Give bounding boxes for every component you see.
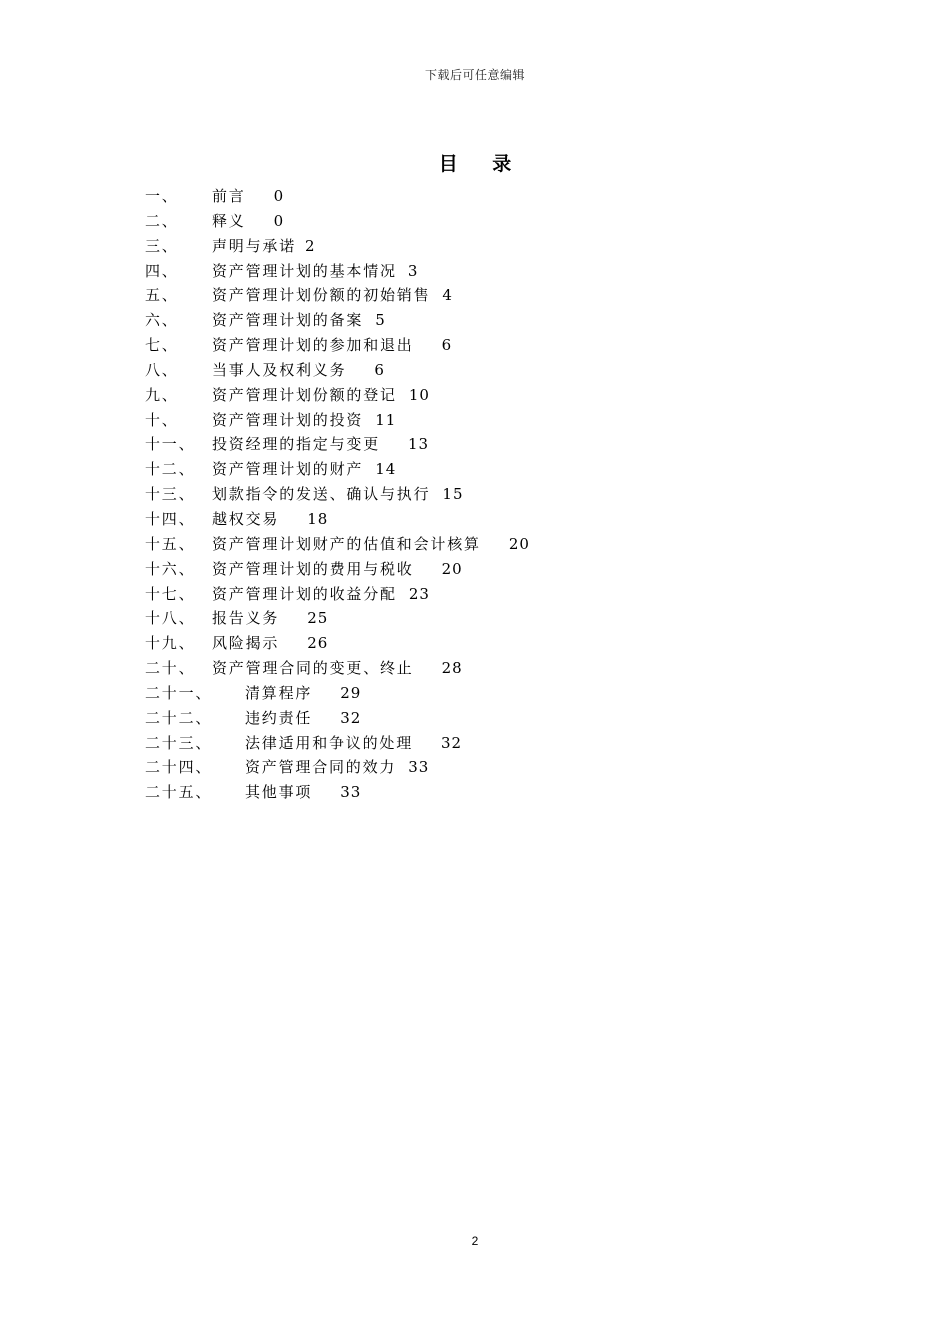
toc-entry-page: 20 [441,559,463,578]
toc-entry[interactable] [145,209,705,234]
toc-entry-label: 资产管理计划的参加和退出 [212,336,414,355]
toc-entry[interactable] [145,259,705,284]
toc-entry[interactable] [145,731,705,756]
toc-entry-number: 二十五、 [145,783,213,802]
toc-entry-number: 十六、 [145,559,196,578]
toc-entry-page: 6 [441,336,453,355]
toc-entry[interactable] [145,383,705,408]
toc-entry[interactable] [145,557,705,582]
toc-entry-page: 26 [307,634,329,653]
toc-entry-page: 20 [508,534,530,553]
toc-entry[interactable] [145,656,705,681]
toc-entry[interactable] [145,408,705,433]
toc-entry[interactable] [145,706,705,731]
toc-entry-label: 资产管理计划的收益分配 [212,584,397,603]
toc-entry-page: 25 [307,609,329,628]
toc-entry[interactable] [145,482,705,507]
toc-entry[interactable] [145,457,705,482]
toc-entry[interactable] [145,631,705,656]
table-of-contents [145,184,705,805]
toc-entry[interactable] [145,507,705,532]
toc-entry-label: 资产管理合同的变更、终止 [212,659,414,678]
toc-entry-label: 违约责任 [245,708,313,727]
toc-title: 目 录 [438,153,526,175]
toc-entry-number: 三、 [145,236,179,255]
toc-entry-number: 四、 [145,261,179,280]
toc-entry-page: 18 [307,509,329,528]
toc-entry-label: 资产管理计划份额的登记 [212,385,397,404]
toc-entry-label: 法律适用和争议的处理 [245,733,414,752]
toc-entry-label: 投资经理的指定与变更 [212,435,381,454]
toc-entry-label: 资产管理计划的备案 [212,311,364,330]
toc-entry[interactable] [145,234,705,259]
toc-entry-page: 15 [442,485,464,504]
toc-entry[interactable] [145,358,705,383]
toc-entry[interactable] [145,606,705,631]
toc-entry-number: 十九、 [145,634,196,653]
toc-entry-page: 29 [340,683,362,702]
toc-entry-number: 十一、 [145,435,196,454]
toc-entry-label: 前言 [212,187,246,205]
toc-entry-page: 0 [273,211,285,230]
toc-entry-number: 十二、 [145,460,196,479]
page-number: 2 [471,1234,479,1248]
toc-entry-page: 6 [374,360,385,379]
toc-entry[interactable] [145,755,705,780]
toc-entry-number: 十四、 [145,509,196,528]
toc-entry-page: 32 [441,733,463,752]
toc-entry-number: 十五、 [145,534,196,553]
toc-entry-number: 一、 [145,187,179,205]
toc-entry-label: 资产管理合同的效力 [245,758,397,777]
toc-entry-number: 十、 [145,410,179,429]
toc-entry-number: 五、 [145,286,179,305]
toc-entry-label: 释义 [212,211,246,230]
toc-entry-label: 资产管理计划的投资 [212,410,364,429]
toc-entry-page: 3 [407,261,419,280]
toc-entry[interactable] [145,780,705,805]
toc-entry[interactable] [145,432,705,457]
toc-entry-number: 七、 [145,336,179,355]
toc-entry[interactable] [145,532,705,557]
toc-entry-number: 十八、 [145,609,196,628]
toc-entry-page: 13 [408,435,430,454]
toc-entry-label: 声明与承诺 [212,236,297,255]
toc-entry-page: 33 [408,758,430,777]
toc-entry-label: 越权交易 [212,509,280,528]
toc-entry-page: 28 [441,659,463,678]
toc-entry-number: 十七、 [145,584,196,603]
toc-entry-label: 其他事项 [245,783,313,802]
toc-entry-label: 资产管理计划财产的估值和会计核算 [212,534,481,553]
toc-entry[interactable] [145,184,705,209]
toc-entry-number: 二十一、 [145,683,213,702]
toc-entry-label: 报告义务 [212,609,280,628]
toc-entry-page: 4 [442,286,453,305]
toc-entry[interactable] [145,582,705,607]
toc-entry-number: 九、 [145,385,179,404]
toc-entry[interactable] [145,681,705,706]
toc-entry-number: 十三、 [145,485,196,504]
toc-entry-label: 清算程序 [245,683,313,702]
toc-entry-label: 资产管理计划的财产 [212,460,364,479]
toc-entry-number: 八、 [145,360,179,379]
toc-entry-page: 23 [408,584,430,603]
toc-entry-page: 33 [340,783,362,802]
toc-entry-label: 资产管理计划的费用与税收 [212,559,414,578]
toc-entry[interactable] [145,283,705,308]
toc-entry-page: 10 [408,385,430,404]
toc-entry-page: 2 [305,236,316,255]
toc-entry-label: 当事人及权利义务 [212,360,347,379]
toc-entry-number: 二十、 [145,659,196,678]
toc-entry-number: 二十二、 [145,708,213,727]
toc-entry-label: 资产管理计划的基本情况 [212,261,397,280]
toc-entry-number: 二、 [145,211,179,230]
toc-entry-label: 划款指令的发送、确认与执行 [212,485,431,504]
toc-entry-number: 二十三、 [145,733,213,752]
toc-entry-page: 14 [375,460,397,479]
toc-entry[interactable] [145,333,705,358]
header-note: 下载后可任意编辑 [424,68,525,82]
toc-entry[interactable] [145,308,705,333]
toc-entry-number: 六、 [145,311,179,330]
toc-entry-label: 资产管理计划份额的初始销售 [212,286,431,305]
toc-entry-page: 0 [273,187,285,205]
toc-entry-page: 5 [375,311,386,330]
toc-entry-label: 风险揭示 [212,634,280,653]
toc-entry-page: 32 [340,708,362,727]
toc-entry-page: 11 [375,410,397,429]
toc-entry-number: 二十四、 [145,758,213,777]
